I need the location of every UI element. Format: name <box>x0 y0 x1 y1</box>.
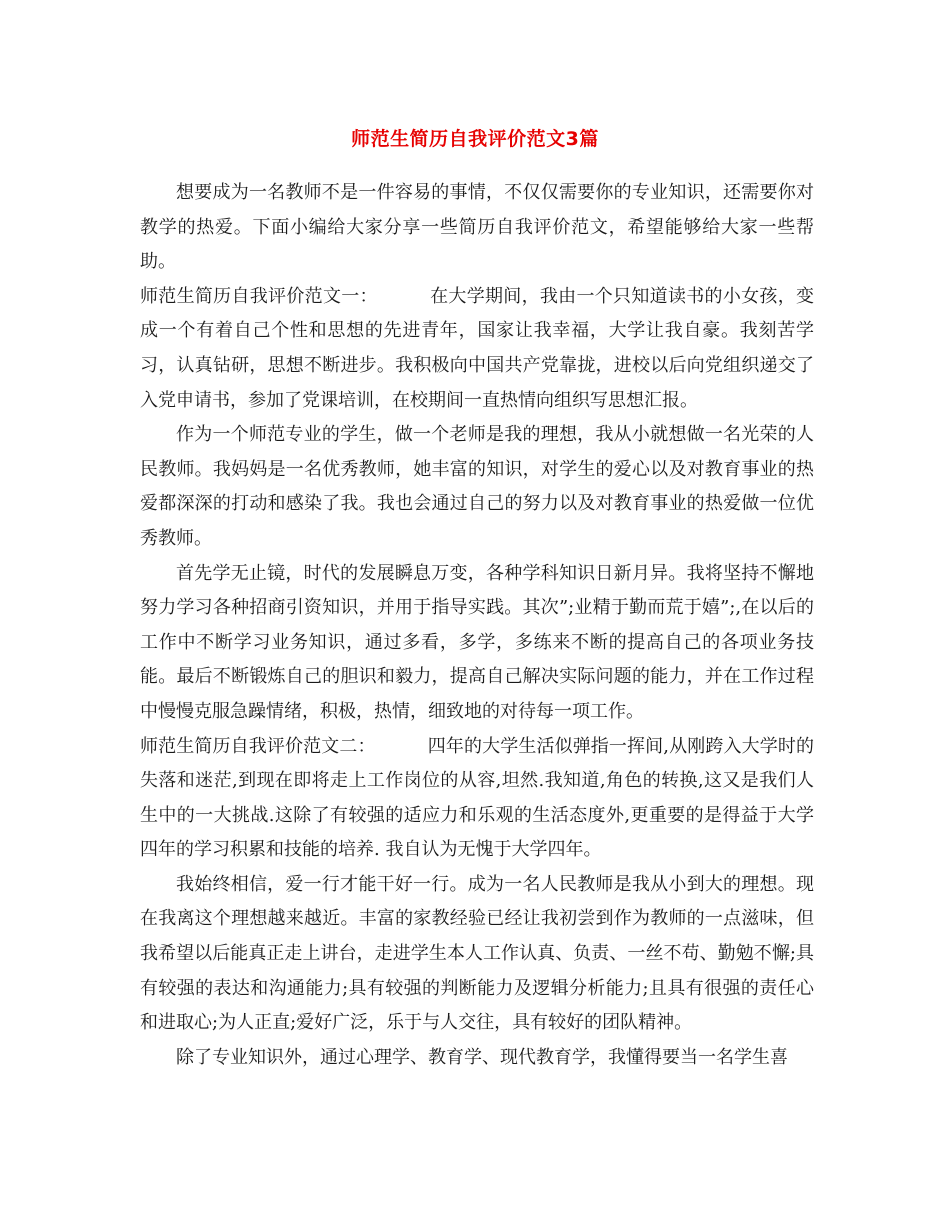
document-title: 师范生简历自我评价范文3篇 <box>351 128 599 150</box>
paragraph-text: 四年的大学生活似弹指一挥间,从刚跨入大学时的失落和迷茫,到现在即将走上工作岗位的从容,坦然.我知道,角色的转换,这又是我们人生中的一大挑战.这除了有较强的适应力和乐观的生活态度外,更重要的是得益于大学四年的学习积累和技能的培养. 我自认为无愧于大学四年。 <box>140 735 814 861</box>
paragraph-teacher-ideal <box>140 418 814 556</box>
section-heading: 师范生简历自我评价范文二： <box>140 735 376 757</box>
paragraph-text: 首先学无止镜，时代的发展瞬息万变，各种学科知识日新月异。我将坚持不懈地努力学习各种招商引资知识，并用于指导实践。其次”;业精于勤而荒于嬉”;,在以后的工作中不断学习业务知识，通过多看，多学，多练来不断的提高自己的各项业务技能。最后不断锻炼自己的胆识和毅力，提高自己解决实际问题的能力，并在工作过程中慢慢克服急躁情绪，积极，热情，细致地的对待每一项工作。 <box>140 562 814 722</box>
paragraph-belief <box>140 868 814 1041</box>
paragraph-text: 除了专业知识外，通过心理学、教育学、现代教育学，我懂得要当一名学生喜 <box>176 1046 788 1068</box>
paragraph-text: 想要成为一名教师不是一件容易的事情，不仅仅需要你的专业知识，还需要你对教学的热爱。下面小编给大家分享一些简历自我评价范文，希望能够给大家一些帮助。 <box>140 182 814 273</box>
paragraph-intro <box>140 176 814 280</box>
paragraph-learning <box>140 557 814 730</box>
document-body <box>140 176 814 1075</box>
paragraph-text: 我始终相信，爱一行才能干好一行。成为一名人民教师是我从小到大的理想。现在我离这个理想越来越近。丰富的家教经验已经让我初尝到作为教师的一点滋味，但我希望以后能真正走上讲台，走进学生本人工作认真、负责、一丝不苟、勤勉不懈;具有较强的表达和沟通能力;具有较强的判断能力及逻辑分析能力;且具有很强的责任心和进取心;为人正直;爱好广泛，乐于与人交往，具有较好的团队精神。 <box>140 873 814 1034</box>
paragraph-sample-one <box>140 280 814 418</box>
paragraph-sample-two <box>140 730 814 868</box>
section-heading: 师范生简历自我评价范文一： <box>140 285 378 307</box>
paragraph-text: 在大学期间，我由一个只知道读书的小女孩，变成一个有着自己个性和思想的先进青年，国家让我幸福，大学让我自豪。我刻苦学习，认真钻研，思想不断进步。我积极向中国共产党靠拢，进校以后向党组织递交了入党申请书，参加了党课培训，在校期间一直热情向组织写思想汇报。 <box>140 285 815 411</box>
paragraph-professional <box>140 1041 814 1076</box>
paragraph-text: 作为一个师范专业的学生，做一个老师是我的理想，我从小就想做一名光荣的人民教师。我妈妈是一名优秀教师，她丰富的知识，对学生的爱心以及对教育事业的热爱都深深的打动和感染了我。我也会通过自己的努力以及对教育事业的热爱做一位优秀教师。 <box>140 424 814 549</box>
